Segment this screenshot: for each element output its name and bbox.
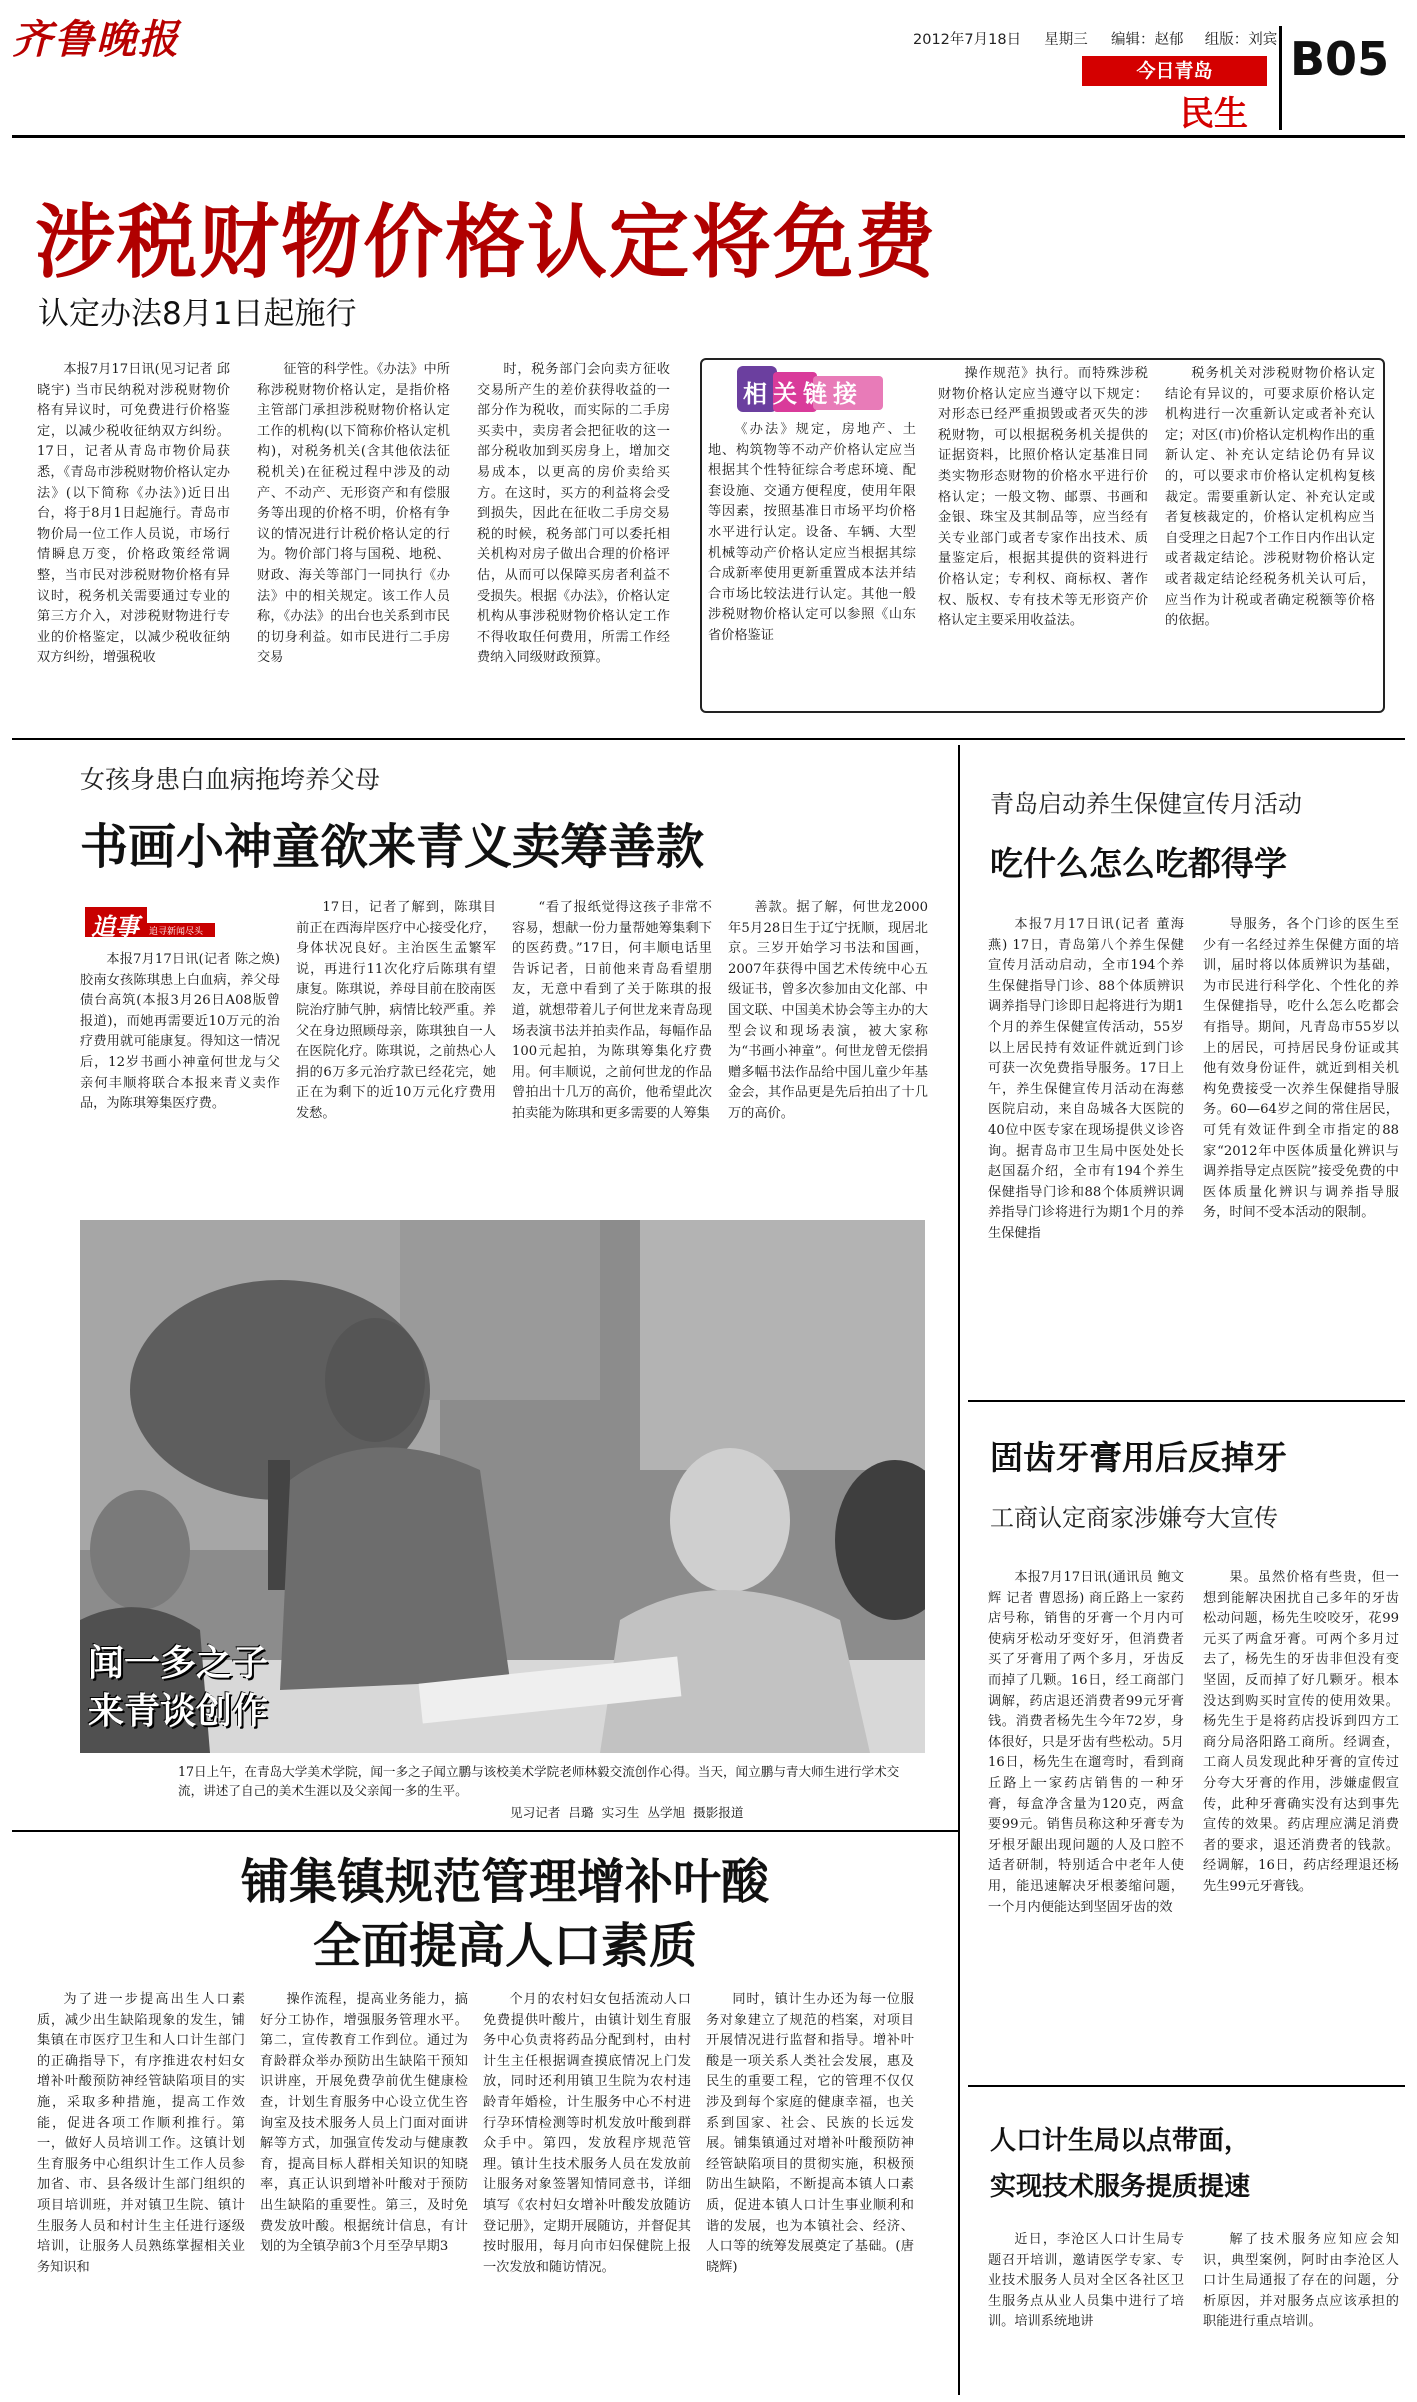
story3-column-2: 操作流程，提高业务能力，搞好分工协作，增强服务管理水平。第二，宣传教育工作到位。通过为育龄群众举办预防出生缺陷干预知识讲座，开展免费孕前优生健康检查，计划生育服务中心设立优生咨询室及技术服务人员上门面对面讲解等方式，加强宣传发动与健康教育，提高目标人群相关知识的知晓率，真正认识到增补叶酸对于预防出生缺陷的重要性。第三，及时免费发放叶酸。根据统计信息，有计划的为全镇孕前3个月至孕早期3 — [260, 1992, 468, 2255]
section-name: 民生 — [1180, 94, 1248, 134]
header-meta — [913, 28, 1277, 49]
story3-column-1: 为了进一步提高出生人口素质，减少出生缺陷现象的发生，铺集镇在市医疗卫生和人口计生部门的正确指导下，有序推进农村妇女增补叶酸预防神经管缺陷项目的实施，采取多种措施，提高工作效能，促进各项工作顺利推行。第一，做好人员培训工作。这镇计划生育服务中心组织计生工作人员参加省、市、县各级计生部门组织的项目培训班，并对镇卫生院、镇计生服务人员和村计生主任进行逐级培训，让服务人员熟练掌握相关业务知识和 — [37, 1992, 245, 2275]
right3-headline-line-2: 实现技术服务提质提速 — [990, 2172, 1251, 2202]
right3-column-2: 解了技术服务应知应会知识，典型案例，阿时由李沧区人口计生局通报了存在的问题，分析原因，并对服务点应该承担的职能进行重点培训。 — [1203, 2232, 1399, 2330]
lead-column-3: 时，税务部门会向卖方征收交易所产生的差价获得收益的一部分作为税收，而实际的二手房买卖中，卖房者会把征收的这一部分税收加到买房身上，增加交易成本，以更高的房价卖给买方。在这时，买方的利益将会受到损失，因此在征收二手房交易税的时候，税务部门可以委托相关机构对房子做出合理的价格评估，从而可以保障买房者利益不受损失。根据《办法》，价格认定机构从事涉税财物价格认定工作不得收取任何费用，所需工作经费纳入同级财政预算。 — [477, 362, 670, 666]
header-divider — [1279, 26, 1282, 130]
story3-headline — [80, 1850, 930, 1978]
story2-kicker: 女孩身患白血病拖垮养父母 — [80, 765, 381, 794]
story2-badge-note: 追寻新闻尽头 — [149, 927, 204, 937]
related-links-label: 相关链接 — [743, 380, 863, 408]
right1-column-1: 本报7月17日讯(记者 董海燕) 17日，青岛第八个养生保健宣传月活动启动，全市194个养生保健指导门诊、88个体质辨识调养指导门诊即日起将进行为期1个月的养生保健宣传活动，55岁以上居民持有效证件就近到门诊可获一次免费指导服务。17日上午，养生保健宣传月活动在海慈医院启动，来自岛城各大医院的40位中医专家在现场提供义诊咨询。据青岛市卫生局中医处处长赵国磊介绍，全市有194个养生保健指导门诊和88个体质辨识调养指导门诊将进行为期1个月的养生保健指 — [988, 917, 1184, 1241]
lead-headline: 涉税财物价格认定将免费 — [35, 196, 937, 289]
right2-headline: 固齿牙膏用后反掉牙 — [990, 1438, 1287, 1477]
right1-kicker: 青岛启动养生保健宣传月活动 — [990, 790, 1302, 818]
story2-badge-label: 追事 — [91, 913, 139, 941]
right2-subheadline: 工商认定商家涉嫌夸大宣传 — [990, 1504, 1278, 1532]
photo-title — [88, 1640, 268, 1736]
editor-credit: 编辑：赵郁 — [1111, 32, 1184, 48]
photo-caption: 17日上午，在青岛大学美术学院，闻一多之子闻立鹏与该校美术学院老师林毅交流创作心得。当天，闻立鹏与青大师生进行学术交流，讲述了自己的美术生涯以及父亲闻一多的生平。 — [178, 1764, 900, 1798]
lead-column-6: 税务机关对涉税财物价格认定结论有异议的，可要求原价格认定机构进行一次重新认定或者补充认定；对区(市)价格认定机构作出的重新认定、补充认定结论仍有异议的，可以要求市价格认定机构复核裁定。需要重新认定、补充认定或者复核裁定的，价格认定机构应当自受理之日起7个工作日内作出认定或者裁定结论。涉税财物价格认定或者裁定结论经税务机关认可后，应当作为计税或者确定税额等价格的依据。 — [1165, 366, 1375, 629]
lead-column-5: 操作规范》执行。而特殊涉税财物价格认定应当遵守以下规定：对形态已经严重损毁或者灭失的涉税财物，可以根据税务机关提供的证据资料，比照价格认定基准日同类实物形态财物的价格水平进行价格认定；一般文物、邮票、书画和金银、珠宝及其制品等，应当经有关专业部门或者专家作出技术、质量鉴定后，根据其提供的资料进行价格认定；专利权、商标权、著作权、版权、专有技术等无形资产价格认定主要采用收益法。 — [938, 366, 1148, 629]
designer-credit: 组版：刘宾 — [1204, 32, 1278, 48]
photo-title-line-1: 闻一多之子 — [88, 1643, 269, 1684]
right3-headline — [990, 2118, 1250, 2210]
story3-headline-line-1: 铺集镇规范管理增补叶酸 — [240, 1854, 769, 1910]
story3-column-4: 同时，镇计生办还为每一位服务对象建立了规范的档案，对项目开展情况进行监督和指导。增补叶酸是一项关系人类社会发展，惠及民生的重要工程，它的管理不仅仅涉及到每个家庭的健康幸福，也关系到国家、社会、民族的长远发展。铺集镇通过对增补叶酸预防神经管缺陷项目的贯彻实施，积极预防出生缺陷，不断提高本镇人口素质，促进本镇人口计生事业顺利和谐的发展，也为本镇社会、经济、人口等的统筹发展奠定了基础。(唐晓辉) — [706, 1992, 914, 2275]
lead-bottom-rule — [12, 738, 1405, 740]
story3-headline-line-2: 全面提高人口素质 — [312, 1918, 697, 1974]
issue-weekday: 星期三 — [1044, 32, 1088, 48]
news-photo — [80, 1220, 925, 1753]
story2-headline: 书画小神童欲来青义卖筹善款 — [80, 819, 705, 875]
photo-credit: 见习记者 吕璐 实习生 丛学旭 摄影报道 — [510, 1805, 744, 1820]
header-rule — [12, 135, 1405, 138]
right1-headline: 吃什么怎么吃都得学 — [990, 844, 1287, 883]
photo-title-line-2: 来青谈创作 — [88, 1691, 269, 1732]
lead-column-1: 本报7月17日讯(见习记者 邱晓宇) 当市民纳税对涉税财物价格有异议时，可免费进行价格鉴定，以减少税收征纳双方纠纷。17日，记者从青岛市物价局获悉，《青岛市涉税财物价格认定办法》(以下简称《办法》)近日出台，将于8月1日起施行。青岛市物价局一位工作人员说，市场行情瞬息万变，价格政策经常调整，当市民对涉税财物价格有异议时，税务机关需要通过专业的第三方介入，对涉税财物进行专业的价格鉴定，以减少税收征纳双方纠纷，增强税收 — [37, 362, 230, 666]
story2-column-1: 本报7月17日讯(记者 陈之焕) 胶南女孩陈琪患上白血病，养父母债台高筑(本报3月26日A08版曾报道)，而她再需要近10万元的治疗费用就可能康复。得知这一情况后，12岁书画小神童何世龙与父亲何丰顺将联合本报来青义卖作品，为陈琪筹集医疗费。 — [80, 952, 280, 1112]
right1-column-2: 导服务，各个门诊的医生至少有一名经过养生保健方面的培训，届时将以体质辨识为基础，为市民进行科学化、个性化的养生保健指导，吃什么怎么吃都会有指导。期间，凡青岛市55岁以上的居民，可持居民身份证或其他有效身份证件，就近到相关机构免费接受一次养生保健指导服务。60—64岁之间的常住居民，可凭有效证件到全市指定的88家“2012年中医体质量化辨识与调养指导定点医院”接受免费的中医体质量化辨识与调养指导服务，时间不受本活动的限制。 — [1203, 917, 1399, 1221]
right3-headline-line-1: 人口计生局以点带面， — [990, 2126, 1251, 2156]
right2-column-1: 本报7月17日讯(通讯员 鲍文辉 记者 曹恩扬) 商丘路上一家药店号称，销售的牙膏一个月内可使病牙松动牙变好牙，但消费者买了牙膏用了两个多月，牙齿反而掉了几颗。16日，经工商部门调解，药店退还消费者99元牙膏钱。消费者杨先生今年72岁，身体很好，只是牙齿有些松动。5月16日，杨先生在遛弯时，看到商丘路上一家药店销售的一种牙膏，每盒净含量为120克，两盒要99元。销售员称这种牙膏专为牙根牙龈出现问题的人及口腔不适者研制，特别适合中老年人使用，能迅速解决牙根萎缩问题，一个月内便能达到坚固牙齿的效 — [988, 1570, 1184, 1915]
right2-column-2: 果。虽然价格有些贵，但一想到能解决困扰自己多年的牙齿松动问题，杨先生咬咬牙，花99元买了两盒牙膏。可两个多月过去了，杨先生的牙齿非但没有变坚固，反而掉了好几颗牙。根本没达到购买时宣传的使用效果。杨先生于是将药店投诉到四方工商分局洛阳路工商所。经调查，工商人员发现此种牙膏的宣传过分夸大牙膏的作用，涉嫌虚假宣传，此种牙膏确实没有达到事先宣传的效果。药店理应满足消费者的要求，退还消费者的钱款。经调解，16日，药店经理退还杨先生99元牙膏钱。 — [1203, 1570, 1399, 1894]
story3-column-3: 个月的农村妇女包括流动人口免费提供叶酸片，由镇计划生育服务中心负责将药品分配到村，由村计生主任根据调查摸底情况上门发放，同时还利用镇卫生院为农村违龄青年婚检，计生服务中心不村进行孕环情检测等时机发放叶酸到群众手中。第四，发放程序规范管理。镇计生技术服务人员在发放前让服务对象签署知情同意书，详细填写《农村妇女增补叶酸发放随访登记册》，定期开展随访，并督促其按时服用，每月向市妇保健院上报一次发放和随访情况。 — [483, 1992, 691, 2275]
story2-column-2: 17日，记者了解到，陈琪目前正在西海岸医疗中心接受化疗，身体状况良好。主治医生孟繁军说，再进行11次化疗后陈琪有望康复。陈琪说，养母目前在胶南医院治疗肺气肿，病情比较严重。养父在身边照顾母亲，陈琪独自一人在医院化疗。陈琪说，之前热心人捐的6万多元治疗款已经花完，她正在为剩下的近10万元化疗费用发愁。 — [296, 900, 496, 1121]
lead-subheadline: 认定办法8月1日起施行 — [38, 296, 357, 332]
related-links-badge — [737, 362, 887, 418]
right3-column-1: 近日，李沧区人口计生局专题召开培训，邀请医学专家、专业技术服务人员对全区各社区卫生服务点从业人员集中进行了培训。培训系统地讲 — [988, 2232, 1184, 2330]
right1-bottom-rule — [968, 1400, 1405, 1402]
right2-bottom-rule — [968, 2085, 1405, 2087]
story2-column-4: 善款。据了解，何世龙2000年5月28日生于辽宁抚顺，现居北京。三岁开始学习书法和国画，2007年获得中国艺术传统中心五级证书，曾多次参加由文化部、中国文联、中国美术协会等主办的大型会议和现场表演，被大家称为“书画小神童”。何世龙曾无偿捐赠多幅书法作品给中国儿童少年基金会，其作品更是先后拍出了十几万的高价。 — [728, 900, 928, 1121]
lead-column-4: 《办法》规定，房地产、土地、构筑物等不动产价格认定应当根据其个性特征综合考虑环境、配套设施、交通方便程度，使用年限等因素，按照基准日市场平均价格水平进行认定。设备、车辆、大型机械等动产价格认定应当根据其综合成新率使用更新重置成本法并结合市场比较法进行认定。其他一般涉税财物价格认定可以参照《山东省价格鉴证 — [708, 422, 916, 643]
story2-column-3: “看了报纸觉得这孩子非常不容易，想献一份力量帮她筹集剩下的医药费。”17日，何丰顺电话里告诉记者，日前他来青岛看望朋友，无意中看到了关于陈琪的报道，就想带着儿子何世龙来青岛现场表演书法并拍卖作品，每幅作品100元起拍，为陈琪筹集化疗费用。何丰顺说，之前何世龙的作品曾拍出十几万的高价，他希望此次拍卖能为陈琪和更多需要的人筹集 — [512, 900, 712, 1121]
story2-badge — [85, 905, 215, 945]
issue-date: 2012年7月18日 — [913, 32, 1022, 48]
lead-column-2: 征管的科学性。《办法》中所称涉税财物价格认定，是指价格主管部门承担涉税财物价格认定工作的机构(以下简称价格认定机构)，对税务机关(含其他依法征税机关)在征税过程中涉及的动产、不动产、无形资产和有偿服务等出现的价格不明，价格有争议的情况进行计税价格认定的行为。物价部门将与国税、地税、财政、海关等部门一同执行《办法》中的相关规定。该工作人员称，《办法》的出台也关系到市民的切身利益。如市民进行二手房交易 — [257, 362, 450, 666]
page-number: B05 — [1290, 32, 1390, 86]
right-column-divider — [958, 745, 960, 2395]
section-tag: 今日青岛 — [1082, 56, 1267, 86]
newspaper-logo: 齐鲁晚报 — [12, 16, 180, 63]
story2-bottom-rule — [12, 1830, 960, 1832]
